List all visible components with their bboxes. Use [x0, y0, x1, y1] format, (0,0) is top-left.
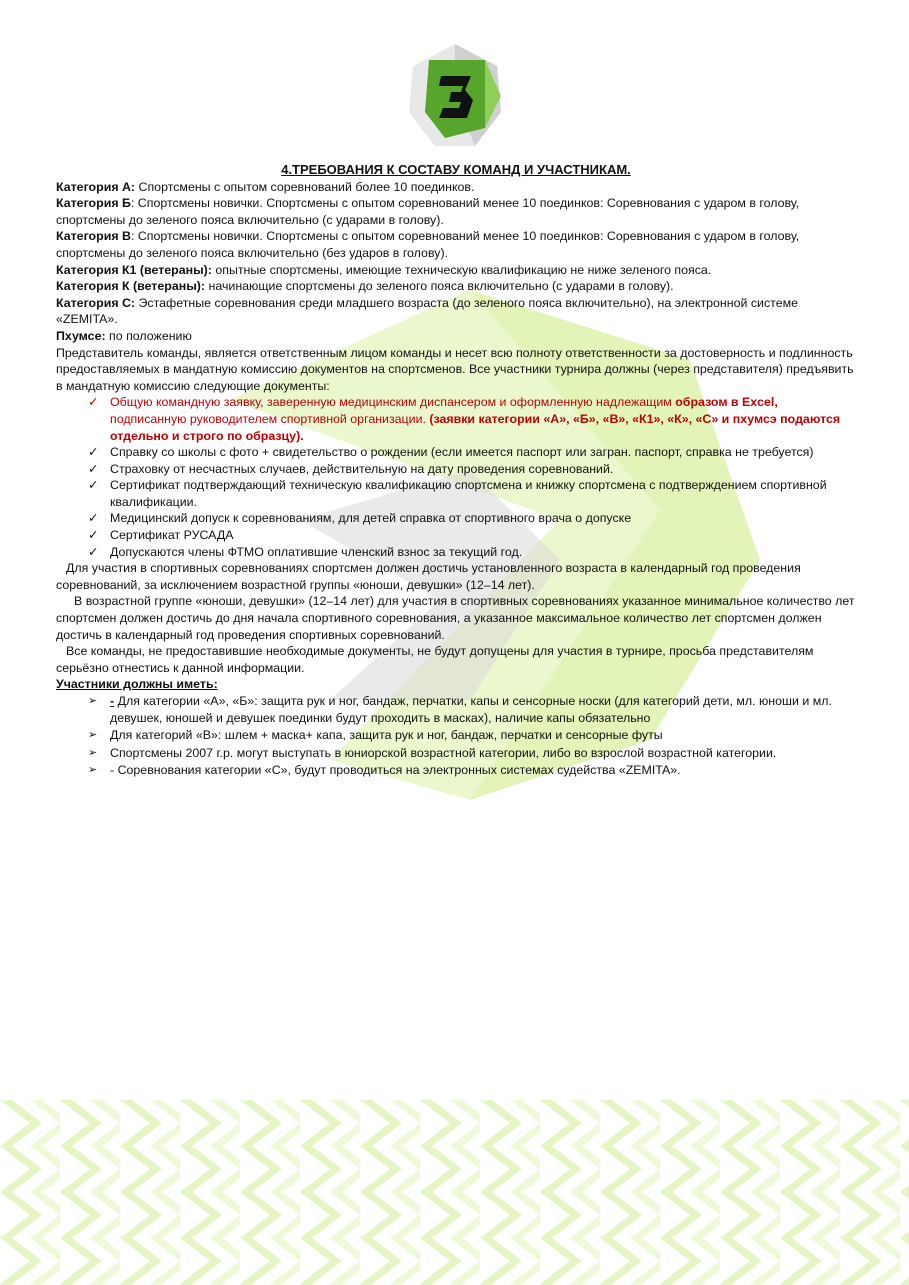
check-icon: ✓ [88, 528, 99, 543]
list-item: ✓ Медицинский допуск к соревнованиям, для детей справка от спортивного врача о допуске [88, 511, 632, 526]
category-b: Категория Б: Спортсмены новички. Спортсмены с опытом соревнований менее 10 поединков: Соревнования с ударом в голову, спортсмены до зеленого пояса включительно (с ударами в голову). [56, 196, 800, 227]
age-paragraph-2: В возрастной группе «юноши, девушки» (12–14 лет) для участия в спортивных соревнованиях указанное минимальное количество лет спортсмен должен достичь до дня начала спортивного соревнования, а указанное максимальное количество лет спортсмен должен достичь в календарный год проведения спортивных соревнований. [56, 594, 855, 642]
teams-paragraph: Все команды, не предоставившие необходимые документы, не будут допущены для участия в турнире, просьба представителям серьёзно отнестись к данной информации. [56, 644, 814, 675]
section-title: 4.ТРЕБОВАНИЯ К СОСТАВУ КОМАНД И УЧАСТНИКАМ. [281, 162, 631, 177]
category-k: Категория К (ветераны): начинающие спортсмены до зеленого пояса включительно (с ударами в голову). [56, 279, 674, 294]
list-item: ✓ Общую командную заявку, заверенную медицинским диспансером и оформленную надлежащим образом в Excel, подписанную руководителем спортивной организации. (заявки категории «А», «Б», «В», «К1», «К», «С» и пхумсэ подаются отдельно и строго по образцу). [88, 395, 841, 443]
logo [405, 42, 505, 150]
list-item: ✓ Страховку от несчастных случаев, действительную на дату проведения соревнований. [88, 461, 614, 476]
equipment-list [56, 693, 856, 779]
category-poomsae: Пхумсе: по положению [56, 328, 192, 343]
logo-emblem [405, 42, 505, 150]
participants-heading: Участники должны иметь: [56, 677, 218, 692]
list-item: ➢ - Соревнования категории «С», будут проводиться на электронных системах судейства «ZEMITA». [88, 763, 681, 778]
check-icon: ✓ [88, 478, 99, 493]
check-icon: ✓ [88, 544, 99, 559]
category-v: Категория В: Спортсмены новички. Спортсмены с опытом соревнований менее 10 поединков: Соревнования с ударом в голову, спортсмены до зеленого пояса включительно (без ударов в голову). [56, 229, 800, 260]
list-item: ➢ - Для категории «А», «Б»: защита рук и ног, бандаж, перчатки, капы и сенсорные носки (для категорий дети, мл. юноши и мл. девушек, юношей и девушек поединки будут проходить в масках), наличие капы обязательно [88, 694, 832, 725]
check-icon: ✓ [88, 395, 99, 410]
category-c: Категория С: Эстафетные соревнования среди младшего возраста (до зеленого пояса включительно), на электронной системе «ZEMITA». [56, 295, 799, 327]
category-k1: Категория К1 (ветераны): опытные спортсмены, имеющие техническую квалификацию не ниже зеленого пояса. [56, 262, 712, 277]
list-item: ✓ Допускаются члены ФТМО оплатившие членский взнос за текущий год. [88, 544, 523, 559]
representative-paragraph: Представитель команды, является ответственным лицом команды и несет всю полноту ответственности за достоверность и подлинность предоставляемых в мандатную комиссию документов на спортсменов. Все участники турнира должны (через представителя) предъявить в мандатную комиссию следующие документы: [56, 345, 854, 393]
list-item: ➢ Спортсмены 2007 г.р. могут выступать в юниорской возрастной категории, либо во взрослой возрастной категории. [88, 745, 777, 760]
check-icon: ✓ [88, 461, 99, 476]
check-icon: ✓ [88, 445, 99, 460]
age-paragraph-1: Для участия в спортивных соревнованиях спортсмен должен достичь установленного возраста в календарный год проведения соревнований, за исключением возрастной группы «юноши, девушки» (12–14 лет). [56, 561, 801, 592]
list-item: ✓ Справку со школы с фото + свидетельство о рождении (если имеется паспорт или загран. паспорт, справка не требуется) [88, 445, 814, 460]
arrow-icon: ➢ [88, 729, 98, 742]
arrow-icon: ➢ [88, 695, 98, 707]
list-item: ➢ Для категорий «В»: шлем + маска+ капа, защита рук и ног, бандаж, перчатки и сенсорные футы [88, 728, 663, 743]
arrow-icon: ➢ [88, 764, 98, 777]
list-item: ✓ Сертификат РУСАДА [88, 528, 234, 543]
document-body [56, 162, 856, 780]
documents-list [56, 394, 856, 560]
arrow-icon: ➢ [88, 746, 98, 759]
category-a: Категория А: Спортсмены с опытом соревнований более 10 поединков. [56, 179, 475, 194]
list-item: ✓ Сертификат подтверждающий техническую квалификацию спортсмена и книжку спортсмена с подтверждением спортивной квалификации. [88, 478, 827, 509]
bottom-chevron-pattern [0, 1100, 909, 1285]
check-icon: ✓ [88, 511, 99, 526]
